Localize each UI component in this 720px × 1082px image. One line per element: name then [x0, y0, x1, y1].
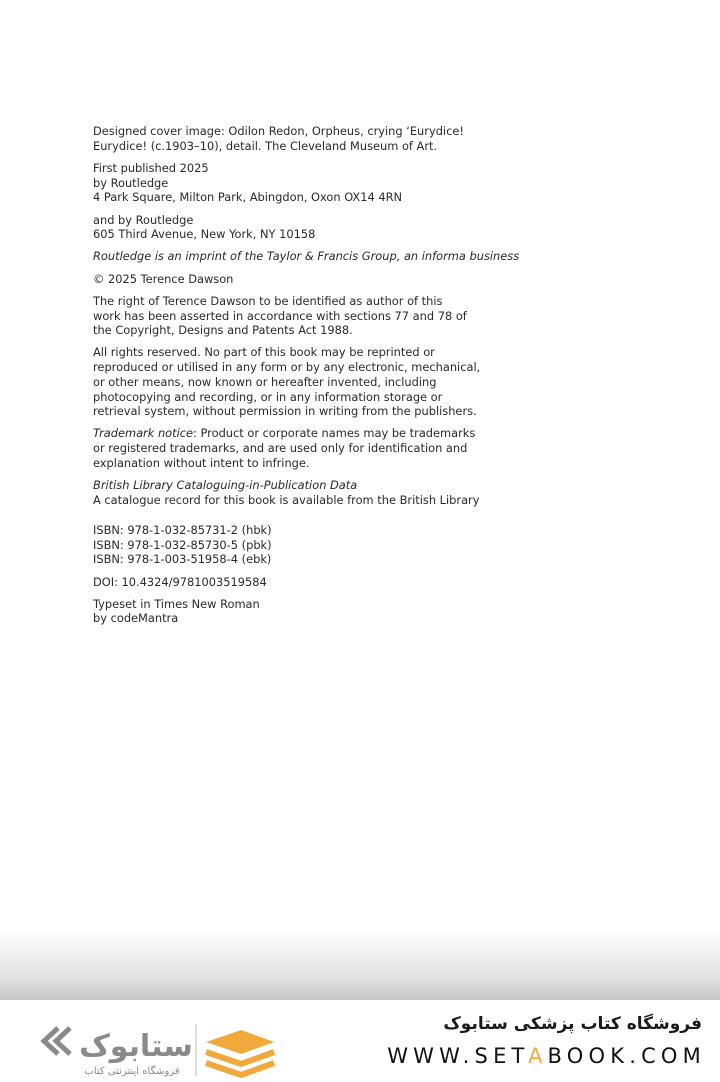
- text-line: [93, 426, 533, 441]
- text-line: or registered trademarks, and are used only for identification and: [93, 441, 468, 456]
- text-line: and by Routledge: [93, 212, 194, 227]
- cip-data: [93, 478, 533, 507]
- author-rights: [93, 294, 533, 338]
- text-line: Typeset in Times New Roman: [93, 596, 260, 611]
- url-part: BOOK.COM: [547, 1044, 706, 1068]
- doi-line: DOI: 10.4324/9781003519584: [93, 574, 267, 589]
- doi: [93, 575, 533, 590]
- setabook-logo-icon: [36, 1018, 286, 1078]
- cip-text: A catalogue record for this book is available from the British Library: [93, 492, 480, 507]
- text-line: Eurydice! (c.1903–10), detail. The Cleveland Museum of Art.: [93, 138, 438, 153]
- trademark-notice: [93, 426, 533, 470]
- text-line: retrieval system, without permission in writing from the publishers.: [93, 404, 477, 419]
- cover-credit: [93, 124, 533, 153]
- store-tagline: فروشگاه کتاب پزشکی ستابوک: [443, 1014, 702, 1034]
- copyright-notice: [93, 272, 533, 287]
- text-line: by Routledge: [93, 175, 169, 190]
- trademark-text: : Product or corporate names may be trademarks: [193, 426, 476, 441]
- first-published: [93, 161, 533, 205]
- cip-heading: British Library Cataloguing-in-Publication Data: [93, 478, 358, 493]
- typeset-info: [93, 597, 533, 626]
- text-line: work has been asserted in accordance with sections 77 and 78 of: [93, 308, 467, 323]
- imprint-note: [93, 249, 533, 264]
- text-line: by codeMantra: [93, 611, 179, 626]
- text-line: 4 Park Square, Milton Park, Abingdon, Oxon OX14 4RN: [93, 190, 403, 205]
- trademark-label: Trademark notice: [93, 426, 194, 441]
- text-line: Designed cover image: Odilon Redon, Orpheus, crying ‘Eurydice!: [93, 124, 464, 138]
- isbn-line: ISBN: 978-1-003-51958-4 (ebk): [93, 552, 272, 567]
- text-line: reproduced or utilised in any form or by any electronic, mechanical,: [93, 360, 481, 375]
- store-url: [387, 1044, 706, 1068]
- text-line: Routledge is an imprint of the Taylor & Francis Group, an informa business: [93, 249, 520, 264]
- copyright-page-content: [93, 124, 533, 634]
- url-part: WWW.SET: [387, 1044, 528, 1068]
- isbn-line: ISBN: 978-1-032-85730-5 (pbk): [93, 537, 272, 552]
- all-rights-reserved: [93, 345, 533, 419]
- page-bottom-shadow: [0, 930, 720, 1000]
- text-line: or other means, now known or hereafter invented, including: [93, 374, 437, 389]
- text-line: The right of Terence Dawson to be identified as author of this: [93, 293, 443, 308]
- isbn-line: ISBN: 978-1-032-85731-2 (hbk): [93, 522, 272, 537]
- text-line: First published 2025: [93, 160, 209, 175]
- text-line: photocopying and recording, or in any information storage or: [93, 389, 443, 404]
- text-line: 605 Third Avenue, New York, NY 10158: [93, 227, 316, 242]
- isbn-list: [93, 523, 533, 567]
- text-line: All rights reserved. No part of this book may be reprinted or: [93, 345, 435, 360]
- watermark-footer: [0, 1000, 720, 1080]
- setabook-logo: [36, 1018, 286, 1078]
- logo-wordmark: ستابوک: [79, 1029, 193, 1064]
- text-line: © 2025 Terence Dawson: [93, 271, 234, 286]
- text-line: the Copyright, Designs and Patents Act 1988.: [93, 323, 353, 338]
- us-address: [93, 213, 533, 242]
- url-accent-letter: A: [527, 1044, 548, 1068]
- logo-subtext: فروشگاه اینترنتی کتاب: [84, 1066, 180, 1077]
- text-line: explanation without intent to infringe.: [93, 455, 310, 470]
